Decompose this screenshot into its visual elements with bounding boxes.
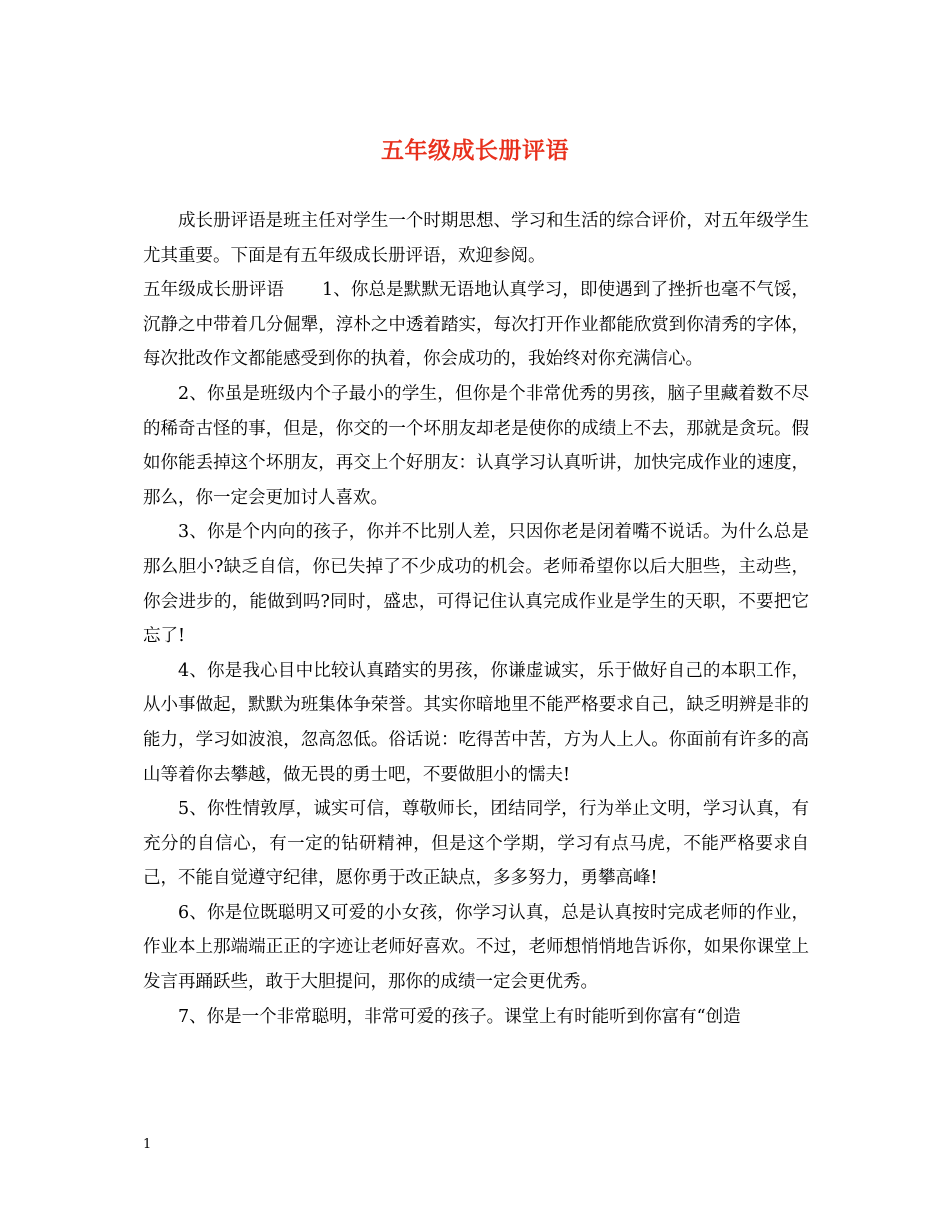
comment-paragraph-2: 2、你虽是班级内个子最小的学生，但你是个非常优秀的男孩，脑子里藏着数不尽的稀奇古怪的事，但是，你交的一个坏朋友却老是使你的成绩上不去，那就是贪玩。假如你能丢掉这个坏朋友，再交上个好朋友：认真学习认真听讲，加快完成作业的速度，那么，你一定会更加讨人喜欢。 bbox=[143, 383, 809, 508]
comment-paragraph-3: 3、你是个内向的孩子，你并不比别人差，只因你老是闭着嘴不说话。为什么总是那么胆小?缺乏自信，你已失掉了不少成功的机会。老师希望你以后大胆些，主动些，你会进步的，能做到吗?同时，盛忠，可得记住认真完成作业是学生的天职，不要把它忘了! bbox=[143, 522, 809, 647]
comment-paragraph-4: 4、你是我心目中比较认真踏实的男孩，你谦虚诚实，乐于做好自己的本职工作，从小事做起，默默为班集体争荣誉。其实你暗地里不能严格要求自己，缺乏明辨是非的能力，学习如波浪，忽高忽低。俗话说：吃得苦中苦，方为人上人。你面前有许多的高山等着你去攀越，做无畏的勇士吧，不要做胆小的懦夫! bbox=[143, 660, 809, 785]
comment-text-1: 1、你总是默默无语地认真学习，即使遇到了挫折也毫不气馁，沉静之中带着几分倔犟，淳朴之中透着踏实，每次打开作业都能欣赏到你清秀的字体，每次批改作文都能感受到你的执着，你会成功的，我始终对你充满信心。 bbox=[143, 280, 809, 370]
comment-paragraph-7: 7、你是一个非常聪明，非常可爱的孩子。课堂上有时能听到你富有“创造 bbox=[178, 1006, 741, 1027]
comment-paragraph-6: 6、你是位既聪明又可爱的小女孩，你学习认真，总是认真按时完成老师的作业，作业本上那端端正正的字迹让老师好喜欢。不过，老师想悄悄地告诉你，如果你课堂上发言再踊跃些，敢于大胆提问，那你的成绩一定会更优秀。 bbox=[143, 902, 809, 993]
document-body bbox=[143, 204, 809, 1034]
comment-paragraph-5: 5、你性情敦厚，诚实可信，尊敬师长，团结同学，行为举止文明，学习认真，有充分的自信心，有一定的钻研精神，但是这个学期，学习有点马虎，不能严格要求自己，不能自觉遵守纪律，愿你勇于改正缺点，多多努力，勇攀高峰! bbox=[143, 799, 809, 889]
section-label: 五年级成长册评语 bbox=[143, 280, 284, 301]
comment-paragraph-1 bbox=[143, 273, 809, 377]
document-title: 五年级成长册评语 bbox=[381, 137, 569, 164]
page-number: 1 bbox=[143, 1137, 152, 1152]
intro-paragraph: 成长册评语是班主任对学生一个时期思想、学习和生活的综合评价，对五年级学生尤其重要。下面是有五年级成长册评语，欢迎参阅。 bbox=[143, 211, 809, 266]
